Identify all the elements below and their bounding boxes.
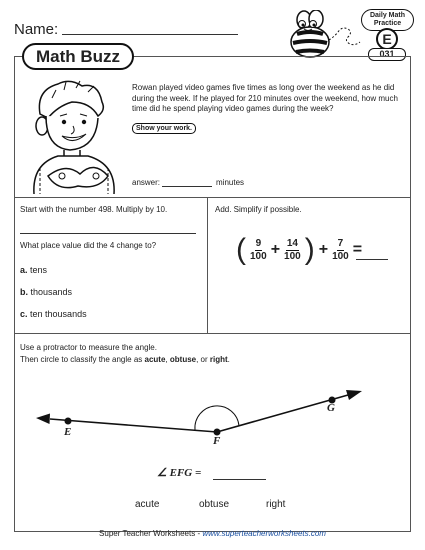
arrowhead-e [36, 414, 50, 425]
fraction-denominator: 100 [284, 250, 301, 262]
fraction-denominator: 100 [332, 250, 349, 262]
point-e [65, 418, 72, 425]
footer [0, 529, 425, 538]
footer-link[interactable]: www.superteacherworksheets.com [202, 529, 326, 538]
problem2-prompt: Start with the number 498. Multiply by 10. [20, 205, 168, 214]
right-keyword: right [209, 355, 228, 364]
plus-sign: + [318, 241, 329, 258]
fraction-denominator: 100 [250, 250, 267, 262]
option-b[interactable] [20, 287, 72, 297]
label-f: F [213, 435, 221, 447]
fraction-1 [250, 238, 267, 263]
arrowhead-g [346, 390, 362, 400]
label-g: G [327, 402, 335, 414]
grade-circle: E [376, 28, 398, 50]
period: . [227, 355, 230, 364]
plus-sign: + [270, 241, 281, 258]
option-letter: a. [20, 265, 28, 275]
divider [14, 333, 411, 334]
choice-right[interactable]: right [266, 499, 286, 510]
angle-measure-label: ∠ EFG = [157, 467, 202, 479]
answer-label: answer: [132, 178, 161, 187]
name-line[interactable] [62, 34, 238, 35]
option-text: tens [30, 265, 48, 275]
fraction-numerator: 14 [286, 237, 298, 249]
acute-keyword: acute [144, 355, 166, 364]
label-e: E [64, 426, 72, 438]
work-line[interactable] [20, 233, 196, 234]
show-work-label: Show your work. [132, 123, 196, 134]
problem4-line1: Use a protractor to measure the angle. [20, 343, 157, 352]
fraction-expression [236, 232, 362, 268]
fraction-2 [284, 238, 301, 263]
problem4-line2 [20, 355, 230, 366]
problem3-prompt: Add. Simplify if possible. [215, 205, 302, 214]
paren-close: ) [304, 233, 315, 266]
option-text: ten thousands [30, 309, 87, 319]
option-c[interactable] [20, 309, 87, 319]
ray-fe [50, 419, 217, 432]
choice-obtuse[interactable]: obtuse [199, 499, 230, 510]
answer-unit: minutes [216, 178, 245, 187]
answer-line[interactable] [162, 186, 212, 187]
fraction-3 [332, 238, 349, 263]
bee-icon [282, 10, 362, 60]
footer-text: Super Teacher Worksheets - [99, 529, 203, 538]
option-text: thousands [30, 287, 73, 297]
problem1-text: Rowan played video games five times as long over the weekend as he did during the week. If he played for 210 minutes over the weekend, how much time did he spend playing video games during the week? [132, 83, 398, 113]
angle-arc [195, 406, 239, 430]
page-title: Math Buzz [22, 43, 134, 70]
option-a[interactable] [20, 265, 47, 275]
option-letter: b. [20, 287, 28, 297]
fraction-numerator: 9 [255, 237, 262, 249]
separator: , [165, 355, 170, 364]
problem2-question: What place value did the 4 change to? [20, 241, 157, 250]
angle-answer-line[interactable] [213, 479, 266, 480]
badge-line-1: Daily Math [369, 12, 405, 19]
separator: , or [196, 355, 210, 364]
badge-line-2: Practice [373, 20, 402, 27]
paren-open: ( [236, 233, 246, 266]
worksheet-number: 031 [368, 48, 406, 61]
choice-acute[interactable]: acute [135, 499, 160, 510]
name-label: Name: [14, 21, 59, 38]
angle-diagram [0, 370, 425, 470]
fraction-answer-line[interactable] [356, 259, 388, 260]
option-letter: c. [20, 309, 28, 319]
divider [14, 197, 411, 198]
divider [207, 197, 208, 333]
equals-sign: = [352, 241, 363, 258]
fraction-numerator: 7 [337, 237, 344, 249]
boy-illustration [18, 76, 124, 196]
obtuse-keyword: obtuse [169, 355, 197, 364]
problem4-line2-text: Then circle to classify the angle as [20, 355, 145, 364]
